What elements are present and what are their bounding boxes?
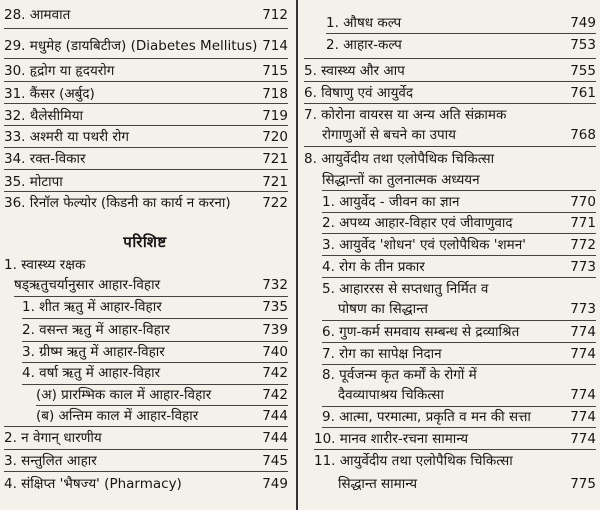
separator-line [4,471,288,472]
toc-entry-line: 11. आयुर्वेदीय तथा एलोपैथिक चिकित्सा [314,453,513,469]
toc-entry: 33. अश्मरी या पथरी रोग 720 [4,129,288,145]
toc-entry: 2. अपथ्य आहार-विहार एवं जीवाणुवाद 771 [322,215,596,231]
separator-line [14,296,288,297]
separator-line [322,320,596,321]
separator-line [322,277,596,278]
separator-line [326,33,596,34]
toc-entry: (ब) अन्तिम काल में आहार-विहार 744 [36,408,288,424]
separator-line [4,191,288,192]
separator-line [304,58,596,59]
toc-entry: 4. संक्षिप्त 'भैषज्य' (Pharmacy) 749 [4,476,288,492]
toc-entry: 7. रोग का सापेक्ष निदान 774 [322,346,596,362]
separator-line [322,190,596,191]
toc-entry: 2. आहार-कल्प 753 [326,37,596,53]
separator-line [322,255,596,256]
separator-line [36,405,288,406]
toc-heading-line: सिद्धान्तों का तुलनात्मक अध्ययन [322,172,480,188]
toc-entry: 3. ग्रीष्म ऋतु में आहार-विहार 740 [22,344,288,360]
separator-line [22,362,288,363]
toc-entry: 3. आयुर्वेद 'शोधन' एवं एलोपैथिक 'शमन' 772 [322,237,596,253]
separator-line [314,449,596,450]
toc-entry: 31. कैंसर (अर्बुद) 718 [4,86,288,102]
separator-line [4,169,288,170]
separator-line [322,427,596,428]
toc-entry: 35. मोटापा 721 [4,174,288,190]
toc-entry: 34. रक्त-विकार 721 [4,151,288,167]
toc-entry: 30. हृद्रोग या हृदयरोग 715 [4,63,288,79]
toc-entry: 4. रोग के तीन प्रकार 773 [322,259,596,275]
separator-line [304,146,596,147]
separator-line [4,449,288,450]
separator-line [304,103,596,104]
separator-line [22,318,288,319]
separator-line [322,406,596,407]
toc-entry: 10. मानव शारीर-रचना सामान्य 774 [314,431,596,447]
separator-line [322,364,596,365]
toc-entry: पोषण का सिद्धान्त 773 [338,301,596,317]
toc-entry: 1. आयुर्वेद - जीवन का ज्ञान 770 [322,194,596,210]
separator-line [4,28,288,29]
toc-heading: 8. आयुर्वेदीय तथा एलोपैथिक चिकित्सा [304,151,495,167]
toc-entry: 29. मधुमेह (डायबिटीज) (Diabetes Mellitus) 714 [4,38,288,54]
toc-entry: 5. स्वास्थ्य और आप 755 [304,63,596,79]
toc-entry: दैवव्यापाश्रय चिकित्सा 774 [338,387,596,403]
toc-entry: 36. रिनॉल फेल्योर (किडनी का कार्य न करना) 722 [4,195,288,211]
separator-line [4,81,288,82]
toc-entry: 2. वसन्त ऋतु में आहार-विहार 739 [22,322,288,338]
separator-line [4,426,288,427]
toc-entry: 28. आमवात 712 [4,7,288,23]
toc-entry: 1. शीत ऋतु में आहार-विहार 735 [22,299,288,315]
separator-line [4,147,288,148]
separator-line [22,341,288,342]
toc-entry-line: 7. कोरोना वायरस या अन्य अति संक्रामक [304,107,507,123]
toc-entry: 9. आत्मा, परमात्मा, प्रकृति व मन की सत्ता 774 [322,409,596,425]
separator-line [22,384,288,385]
separator-line [322,342,596,343]
separator-line [322,212,596,213]
separator-line [4,58,288,59]
toc-entry: रोगाणुओं से बचने का उपाय 768 [322,127,596,143]
toc-entry: 3. सन्तुलित आहार 745 [4,453,288,469]
toc-entry-line: 8. पूर्वजन्म कृत कर्मों के रोगों में [322,367,477,383]
toc-entry: (अ) प्रारम्भिक काल में आहार-विहार 742 [36,387,288,403]
separator-line [304,81,596,82]
separator-line [322,233,596,234]
column-divider [296,0,298,510]
toc-entry: 6. विषाणु एवं आयुर्वेद 761 [304,85,596,101]
toc-entry: 32. थैलेसीमिया 719 [4,108,288,124]
toc-heading: 1. स्वास्थ्य रक्षक [4,257,86,273]
toc-entry: 1. औषध कल्प 749 [326,15,596,31]
toc-entry: षड्ऋतुचर्यानुसार आहार-विहार 732 [14,277,288,293]
toc-entry: 2. न वेगान् धारणीय 744 [4,430,288,446]
appendix-title: परिशिष्ट [123,233,167,251]
toc-entry-line: 5. आहाररस से सप्तधातु निर्मित व [322,281,489,297]
toc-entry: 6. गुण-कर्म समवाय सम्बन्ध से द्रव्याश्रित 774 [322,324,596,340]
separator-line [4,125,288,126]
separator-line [4,103,288,104]
toc-entry: सिद्धान्त सामान्य 775 [338,476,596,492]
toc-entry: 4. वर्षा ऋतु में आहार-विहार 742 [22,365,288,381]
